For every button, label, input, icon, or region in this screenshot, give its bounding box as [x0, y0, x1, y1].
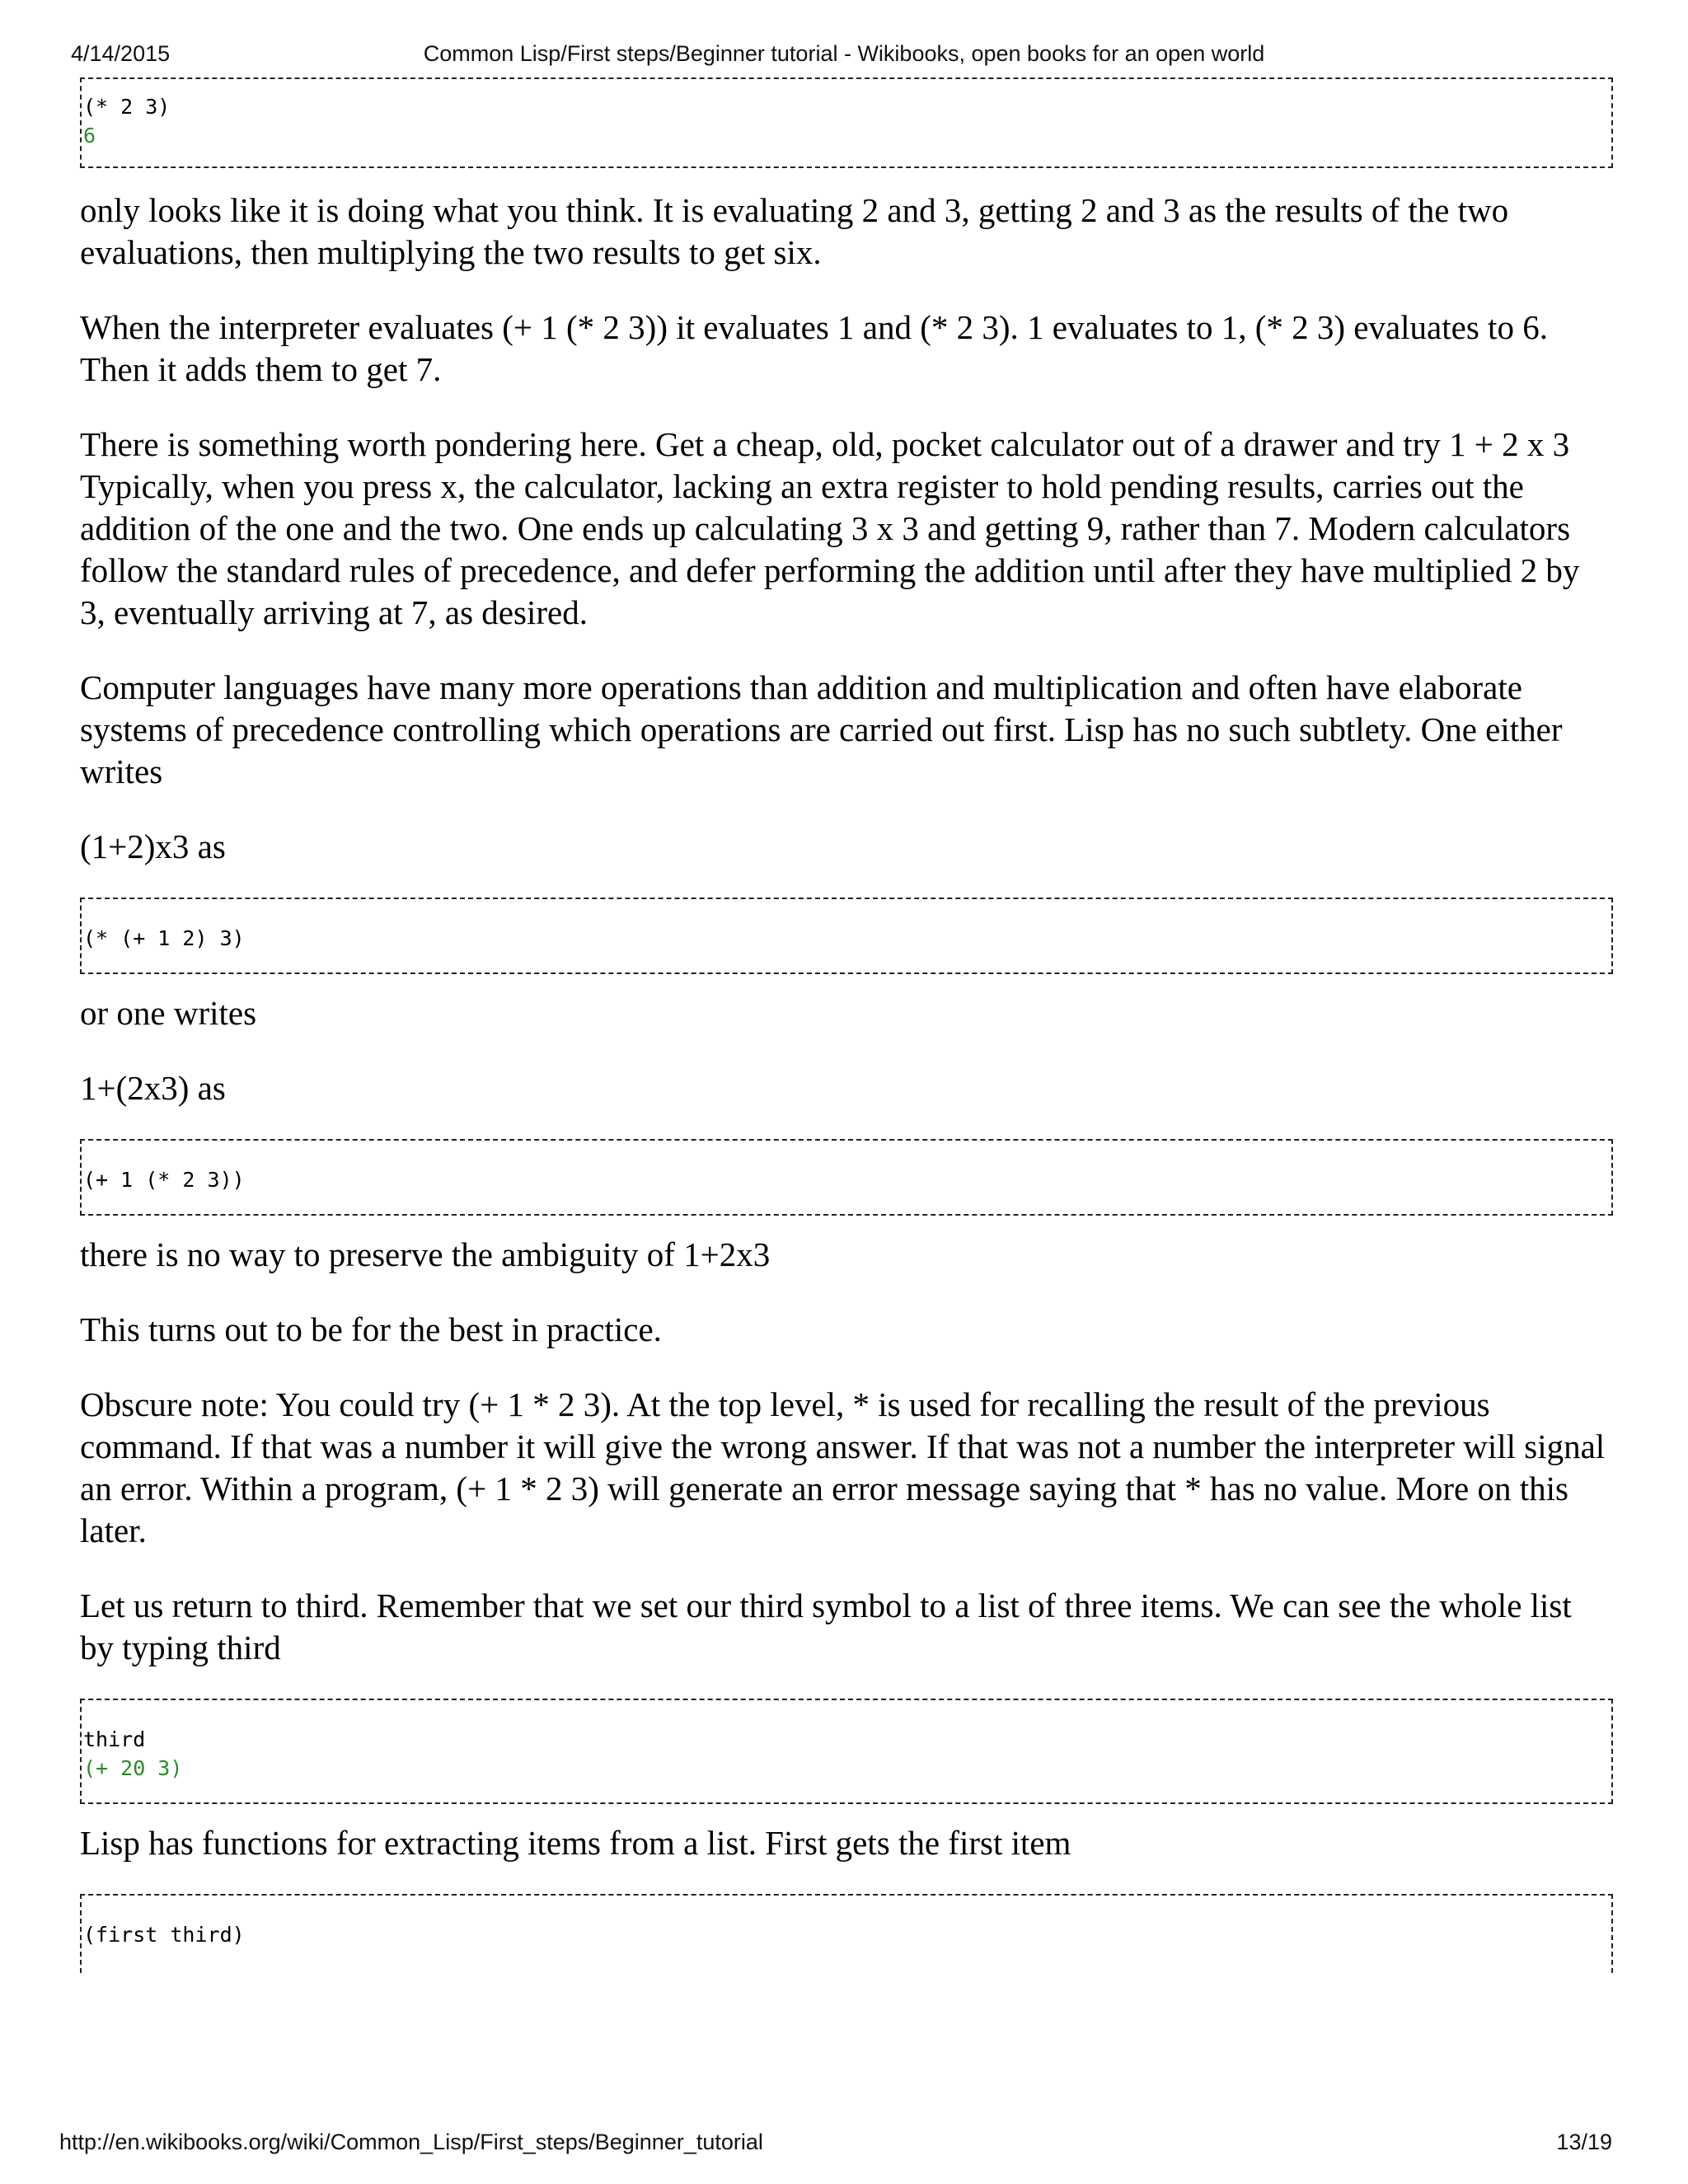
paragraph: or one writes	[80, 994, 257, 1032]
paragraph: There is something worth pondering here. Get a cheap, old, pocket calculator out of a drawer and try 1 + 2 x 3 Typically, when you press x, the calculator, lacking an extra register to hold pending results, carries out the addition of the one and the two. One ends up calculating 3 x 3 and getting 9, rather than 7. Modern calculators follow the standard rules of precedence, and defer performing the addition until after they have multiplied 2 by 3, eventually arriving at 7, as desired.	[80, 425, 1580, 631]
print-date: 4/14/2015	[71, 41, 171, 66]
code-block	[80, 1139, 1613, 1216]
code-input: (+ 1 (* 2 3))	[83, 1168, 245, 1192]
page-title: Common Lisp/First steps/Beginner tutorial - Wikibooks, open books for an open world	[423, 41, 1265, 66]
paragraph: there is no way to preserve the ambiguity of 1+2x3	[80, 1235, 771, 1273]
code-block	[80, 77, 1613, 168]
article-content	[80, 77, 1613, 1973]
code-block	[80, 1699, 1613, 1804]
page-number: 13/19	[1556, 2130, 1612, 2154]
code-output: 6	[83, 124, 96, 148]
paragraph: (1+2)x3 as	[80, 827, 226, 865]
paragraph: Lisp has functions for extracting items from a list. First gets the first item	[80, 1824, 1071, 1862]
paragraph: This turns out to be for the best in practice.	[80, 1310, 662, 1348]
paragraph: 1+(2x3) as	[80, 1069, 226, 1107]
code-input: (* (+ 1 2) 3)	[83, 926, 245, 950]
paragraph: only looks like it is doing what you think. It is evaluating 2 and 3, getting 2 and 3 as the results of the two evaluations, then multiplying the two results to get six.	[80, 191, 1509, 271]
paragraph: Computer languages have many more operations than addition and multiplication and often have elaborate systems of precedence controlling which operations are carried out first. Lisp has no such subtlety. One either writes	[80, 668, 1563, 790]
code-input: (* 2 3)	[83, 95, 171, 119]
paragraph: Let us return to third. Remember that we set our third symbol to a list of three items. We can see the whole list by typing third	[80, 1586, 1572, 1666]
code-input: (first third)	[83, 1923, 245, 1947]
code-input: third	[83, 1727, 146, 1751]
page-url: http://en.wikibooks.org/wiki/Common_Lisp/First_steps/Beginner_tutorial	[59, 2130, 763, 2154]
code-output: (+ 20 3)	[83, 1756, 183, 1780]
code-block	[80, 898, 1613, 974]
code-block	[80, 1894, 1613, 1973]
paragraph: Obscure note: You could try (+ 1 * 2 3). At the top level, * is used for recalling the result of the previous command. If that was a number it will give the wrong answer. If that was not a number the interpreter will signal an error. Within a program, (+ 1 * 2 3) will generate an error message saying that * has no value. More on this later.	[80, 1385, 1606, 1549]
paragraph: When the interpreter evaluates (+ 1 (* 2 3)) it evaluates 1 and (* 2 3). 1 evaluates to 1, (* 2 3) evaluates to 6. Then it adds them to get 7.	[80, 308, 1548, 388]
